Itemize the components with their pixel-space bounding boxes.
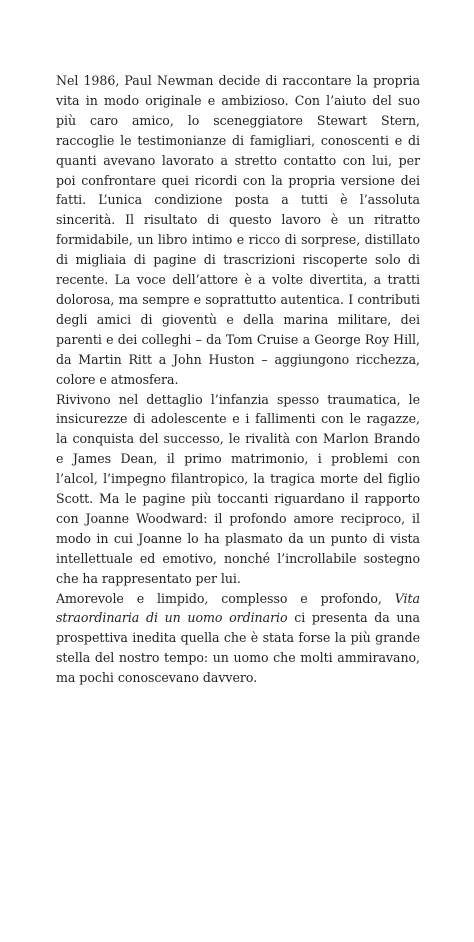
paragraph-3-intro: Amorevole e limpido, complesso e profondo, (56, 590, 395, 606)
blurb-paragraph-2: Rivivono nel dettaglio l’infanzia spesso traumatica, le insicurezze di adolescente e i fallimenti con le ragazze, la conquista del successo, le rivalità con Marlon Brando e James Dean, il primo matrimonio, i problemi con l’alcol, l’impegno filantropico, la tragica morte del figlio Scott. Ma le pagine più toccanti riguardano il rapporto con Joanne Woodward: il profondo amore reciproco, il modo in cui Joanne lo ha plasmato da un punto di vista intellettuale ed emotivo, nonché l’incrollabile sostegno che ha rappresentato per lui. (56, 391, 420, 586)
paragraph-3-conclusion: ci presenta da una prospettiva inedita quella che è stata forse la più grande stella del nostro tempo: un uomo che molti ammiravano, ma pochi conoscevano davvero. (56, 610, 420, 686)
blurb-paragraph-1: Nel 1986, Paul Newman decide di raccontare la propria vita in modo originale e ambizioso. Con l’aiuto del suo più caro amico, lo sceneggiatore Stewart Stern, raccoglie le testimonianze di famigliari, conoscenti e di quanti avevano lavorato a stretto contatto con lui, per poi confrontare quei ricordi con la propria versione dei fatti. L’unica condizione posta a tutti è l’assoluta sincerità. Il risultato di questo lavoro è un ritratto formidabile, un libro intimo e ricco di sorprese, distillato di migliaia di pagine di trascrizioni riscoperte solo di recente. La voce dell’attore è a volte divertita, a tratti dolorosa, ma sempre e soprattutto autentica. I contributi degli amici di gioventù e della marina militare, dei parenti e dei colleghi – da Tom Cruise a George Roy Hill, da Martin Ritt a John Huston – aggiungono ricchezza, colore e atmosfera. (56, 73, 420, 387)
blurb-paragraph-3 (56, 589, 420, 689)
blurb-text (56, 71, 420, 688)
book-title-italic: Vita straordinaria di un uomo ordinario (56, 590, 420, 626)
